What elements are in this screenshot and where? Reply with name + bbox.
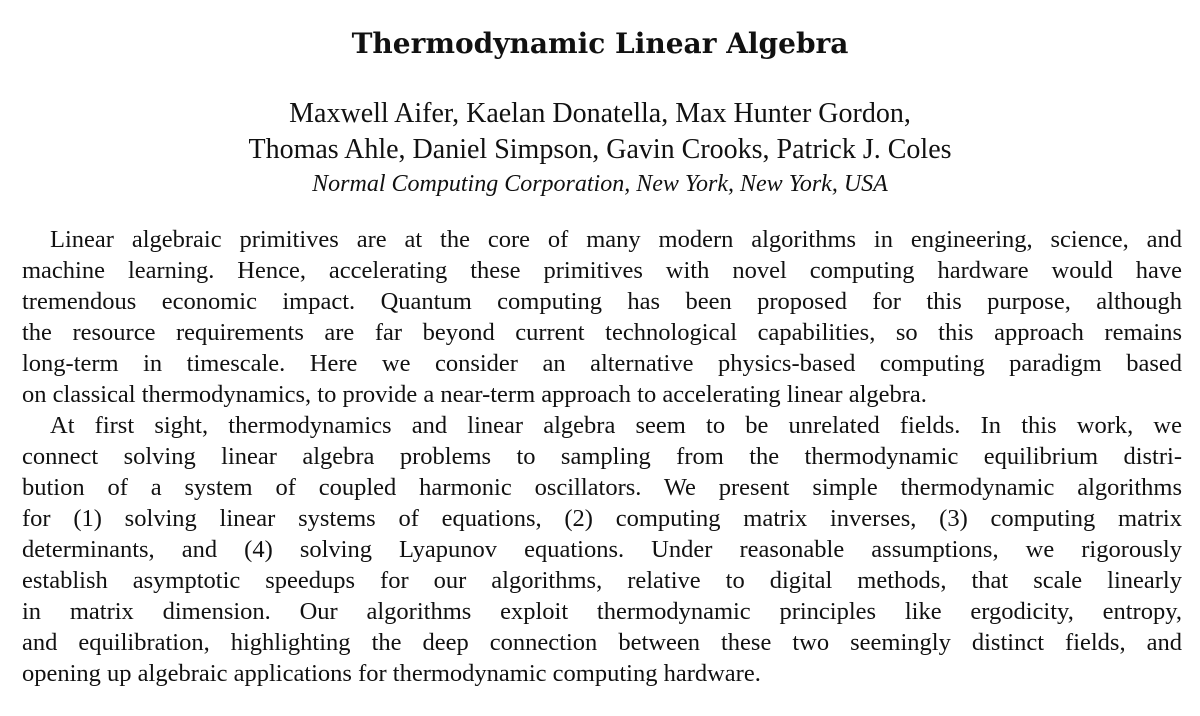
abstract-p2-line: and equilibration, highlighting the deep connection between these two seemingly distinct fields, and bbox=[22, 629, 1182, 656]
abstract-p2-line: establish asymptotic speedups for our algorithms, relative to digital methods, that scale linearly bbox=[22, 567, 1182, 594]
abstract-p1-line: on classical thermodynamics, to provide a near-term approach to accelerating linear algebra. bbox=[22, 381, 927, 408]
abstract-p1-line: Linear algebraic primitives are at the core of many modern algorithms in engineering, science, and bbox=[50, 226, 1182, 253]
abstract-p1-line: tremendous economic impact. Quantum computing has been proposed for this purpose, although bbox=[22, 288, 1182, 315]
abstract bbox=[22, 224, 1182, 689]
abstract-p2-line: bution of a system of coupled harmonic oscillators. We present simple thermodynamic algorithms bbox=[22, 474, 1182, 501]
abstract-p2-line: for (1) solving linear systems of equations, (2) computing matrix inverses, (3) computing matrix bbox=[22, 505, 1182, 532]
author-list bbox=[0, 96, 1200, 168]
abstract-p1-line: long-term in timescale. Here we consider an alternative physics-based computing paradigm based bbox=[22, 350, 1182, 377]
abstract-p1-line: machine learning. Hence, accelerating these primitives with novel computing hardware would have bbox=[22, 257, 1182, 284]
abstract-p2-line: in matrix dimension. Our algorithms exploit thermodynamic principles like ergodicity, entropy, bbox=[22, 598, 1182, 625]
author-line-2: Thomas Ahle, Daniel Simpson, Gavin Crooks, Patrick J. Coles bbox=[248, 134, 952, 165]
abstract-p2-line: At first sight, thermodynamics and linear algebra seem to be unrelated fields. In this work, we bbox=[50, 412, 1182, 439]
abstract-p2-line: determinants, and (4) solving Lyapunov equations. Under reasonable assumptions, we rigorously bbox=[22, 536, 1182, 563]
abstract-p1-line: the resource requirements are far beyond current technological capabilities, so this approach remains bbox=[22, 319, 1182, 346]
affiliation: Normal Computing Corporation, New York, New York, USA bbox=[312, 171, 888, 197]
abstract-p2-line: connect solving linear algebra problems to sampling from the thermodynamic equilibrium distri- bbox=[22, 443, 1182, 470]
paper-title: Thermodynamic Linear Algebra bbox=[351, 27, 849, 60]
abstract-p2-line: opening up algebraic applications for thermodynamic computing hardware. bbox=[22, 660, 761, 687]
author-line-1: Maxwell Aifer, Kaelan Donatella, Max Hunter Gordon, bbox=[289, 98, 911, 129]
